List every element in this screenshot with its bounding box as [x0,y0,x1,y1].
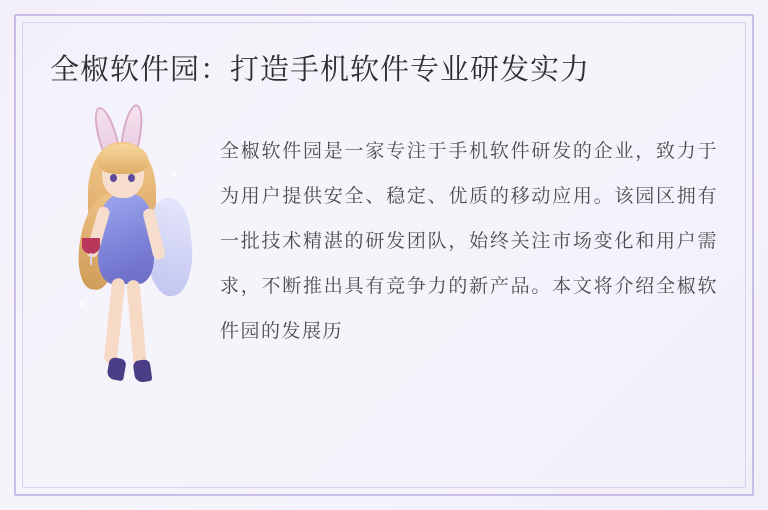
wine-glass-icon [82,238,100,254]
shoe-right-shape [133,359,153,383]
eye-left-shape [110,174,117,182]
hair-front-shape [98,144,148,174]
character-figure [50,102,210,402]
article-paragraph: 全椒软件园是一家专注于手机软件研发的企业，致力于为用户提供安全、稳定、优质的移动应用。该园区拥有一批技术精湛的研发团队，始终关注市场变化和用户需求，不断推出具有竞争力的新产品。本文将介绍全椒软件园的发展历 [220,140,718,342]
wine-glass-stem-shape [90,253,92,265]
article-body [50,102,718,402]
leg-right-shape [126,280,146,367]
leg-left-shape [104,278,126,365]
sparkle-icon [172,172,177,177]
article-content [22,22,746,488]
anime-girl-bunny-ears-illustration [50,102,210,402]
shoe-left-shape [106,357,127,382]
eye-right-shape [128,174,135,182]
page-title: 全椒软件园：打造手机软件专业研发实力 [50,52,591,86]
sparkle-icon [80,302,84,306]
